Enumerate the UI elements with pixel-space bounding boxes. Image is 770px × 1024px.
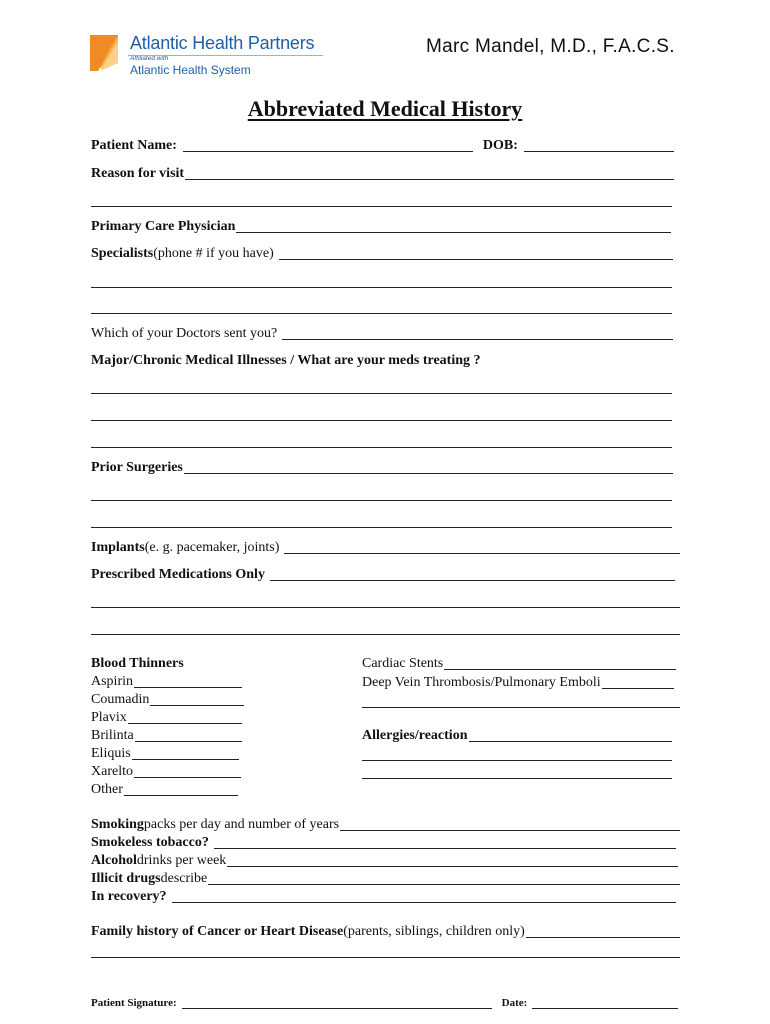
specialists-field[interactable] [279,259,673,260]
doctor-name: Marc Mandel, M.D., F.A.C.S. [426,36,675,57]
thinner-plavix [91,710,242,726]
thinner-label: Eliquis [91,746,131,761]
smoking-field[interactable] [340,830,680,831]
dvt-label: Deep Vein Thrombosis/Pulmonary Emboli [362,675,601,690]
signature-field[interactable] [182,1008,492,1009]
major-illness-line-2[interactable] [91,420,672,421]
smokeless-label: Smokeless tobacco? [91,835,209,850]
thinner-label: Plavix [91,710,127,725]
major-illness-line-3[interactable] [91,447,672,448]
page-title: Abbreviated Medical History [247,96,523,121]
implants-field[interactable] [284,553,680,554]
alcohol-field[interactable] [227,866,678,867]
logo-mark-icon [90,33,124,73]
thinner-field[interactable] [150,705,244,706]
dvt-line-2[interactable] [362,707,680,708]
patient-name-field[interactable] [183,151,473,152]
thinner-other [91,782,238,798]
thinner-coumadin [91,692,244,708]
major-illness-line-1[interactable] [91,393,672,394]
thinner-xarelto [91,764,241,780]
thinner-field[interactable] [135,741,242,742]
alcohol-label: Alcohol [91,853,137,868]
thinner-field[interactable] [124,795,238,796]
thinner-label: Other [91,782,123,797]
prior-surgeries-line-2[interactable] [91,500,672,501]
signature-label: Patient Signature: [91,997,177,1009]
thinner-field[interactable] [128,723,242,724]
cardiac-stents-row [362,656,676,672]
alcohol-note: drinks per week [136,853,227,868]
prior-surgeries-line-3[interactable] [91,527,672,528]
allergies-line-2[interactable] [362,760,672,761]
which-doctors-row [91,326,673,342]
prior-surgeries-row [91,460,673,476]
prescribed-line-2[interactable] [91,607,680,608]
signature-row [91,995,678,1011]
prescribed-label: Prescribed Medications Only [91,567,265,582]
reason-row [91,166,674,182]
illicit-note: describe [160,871,208,886]
smokeless-row [91,835,676,851]
thinner-label: Xarelto [91,764,133,779]
implants-row [91,540,680,556]
reason-field[interactable] [185,179,674,180]
smoking-label: Smoking [91,817,144,832]
thinner-aspirin [91,674,242,690]
logo-system: Atlantic Health System [130,63,251,77]
dvt-field[interactable] [602,688,674,689]
family-history-line-2[interactable] [91,957,680,958]
recovery-row [91,889,676,905]
family-history-note: (parents, siblings, children only) [343,924,525,939]
reason-field-line[interactable] [91,206,672,207]
logo-divider [128,55,323,56]
prior-surgeries-label: Prior Surgeries [91,460,183,475]
thinner-field[interactable] [134,777,241,778]
allergies-field[interactable] [469,741,673,742]
recovery-label: In recovery? [91,889,167,904]
atlantic-health-logo [90,33,314,77]
prescribed-line-3[interactable] [91,634,680,635]
which-doctors-field[interactable] [282,339,673,340]
dvt-row [362,675,674,691]
specialists-line-2[interactable] [91,287,672,288]
reason-label: Reason for visit [91,166,185,181]
specialists-note: (phone # if you have) [153,246,274,261]
date-label: Date: [501,997,528,1009]
patient-name-row [91,138,674,154]
cardiac-stents-label: Cardiac Stents [362,656,444,671]
prescribed-row [91,567,675,583]
family-history-row [91,924,680,940]
illicit-row [91,871,680,887]
dob-field[interactable] [524,151,674,152]
thinner-label: Brilinta [91,728,134,743]
allergies-label: Allergies/reaction [362,728,468,743]
allergies-line-3[interactable] [362,778,672,779]
thinner-brilinta [91,728,242,744]
major-illness-row [91,353,481,369]
specialists-label: Specialists [91,246,154,261]
recovery-field[interactable] [172,902,676,903]
illicit-label: Illicit drugs [91,871,161,886]
dob-label: DOB: [482,138,518,153]
which-doctors-label: Which of your Doctors sent you? [91,326,278,341]
specialists-row [91,246,673,262]
prior-surgeries-field[interactable] [184,473,673,474]
cardiac-stents-field[interactable] [444,669,676,670]
smoking-row [91,817,680,833]
specialists-line-3[interactable] [91,313,672,314]
smoking-note: packs per day and number of years [143,817,340,832]
thinner-field[interactable] [134,687,242,688]
major-illness-label: Major/Chronic Medical Illnesses / What are your meds treating ? [91,353,481,368]
pcp-row [91,219,671,235]
pcp-label: Primary Care Physician [91,219,236,234]
illicit-field[interactable] [208,884,680,885]
thinner-label: Aspirin [91,674,133,689]
family-history-field[interactable] [526,937,680,938]
thinner-label: Coumadin [91,692,150,707]
allergies-row [362,728,672,744]
implants-label: Implants [91,540,145,555]
pcp-field[interactable] [236,232,671,233]
date-field[interactable] [532,1008,678,1009]
smokeless-field[interactable] [214,848,676,849]
family-history-label: Family history of Cancer or Heart Disease [91,924,344,939]
prescribed-field[interactable] [270,580,675,581]
thinner-eliquis [91,746,239,762]
blood-thinners-heading: Blood Thinners [91,656,184,671]
thinner-field[interactable] [132,759,239,760]
logo-name: Atlantic Health Partners [130,33,315,53]
implants-note: (e. g. pacemaker, joints) [144,540,280,555]
patient-name-label: Patient Name: [91,138,177,153]
alcohol-row [91,853,678,869]
logo-affiliated: Affiliated with [130,55,169,62]
